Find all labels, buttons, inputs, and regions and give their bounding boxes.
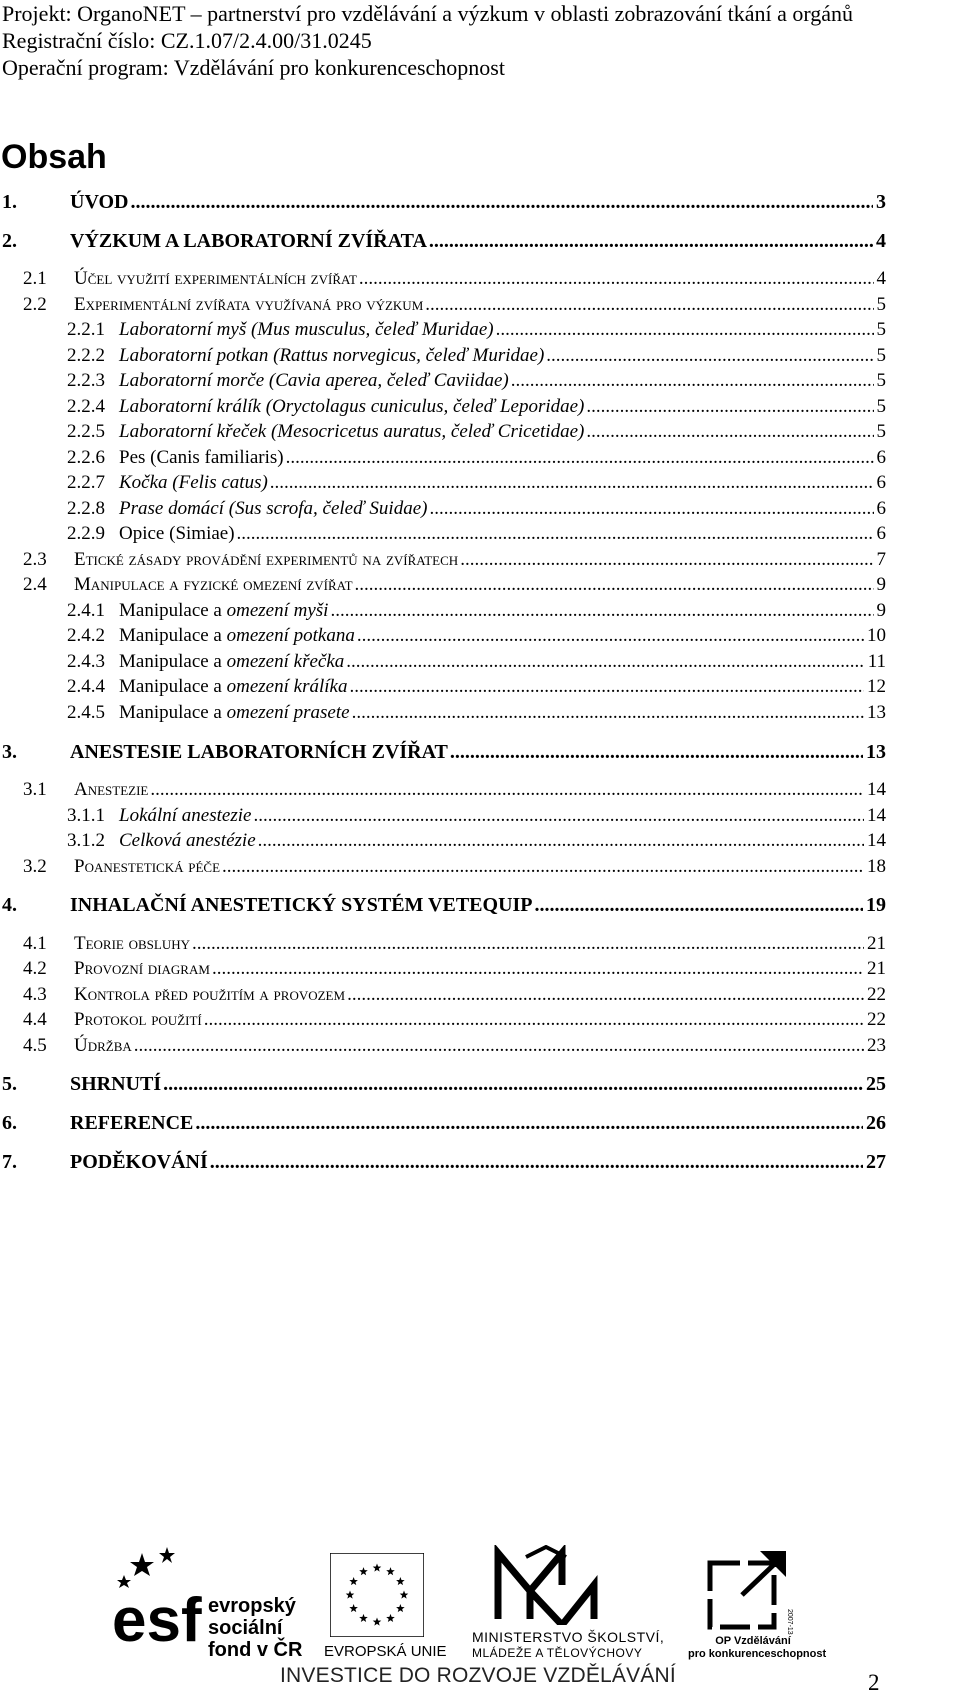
page-number: 2 (868, 1670, 880, 1695)
toc-title: SHRNUTÍ (70, 1073, 162, 1095)
toc-leader (253, 804, 864, 828)
toc-entry[interactable] (2, 893, 886, 917)
eu-star-icon (400, 1591, 409, 1599)
toc-page-number: 14 (867, 830, 886, 851)
toc-number: 2.2.1 (67, 319, 105, 340)
toc-title: Manipulace a (119, 676, 227, 697)
eu-star-icon (386, 1614, 395, 1622)
toc-entry[interactable] (67, 599, 886, 623)
toc-entry[interactable] (23, 293, 886, 317)
eu-star-icon (396, 1577, 405, 1585)
toc-title: Etické zásady provádění experimentů na zvířatech (74, 549, 459, 570)
investment-banner: INVESTICE DO ROZVOJE VZDĚLÁVÁNÍ (280, 1664, 676, 1687)
msmt-logo (468, 1545, 665, 1660)
toc-page-number: 10 (867, 625, 886, 646)
toc-page-number: 3 (876, 191, 886, 213)
toc-page-number: 22 (867, 1009, 886, 1030)
toc-title: Opice (Simiae) (119, 523, 235, 544)
toc-title: Experimentální zvířata využívaná pro výzkum (74, 294, 424, 315)
eu-star-icon (359, 1567, 368, 1575)
toc-number: 6. (2, 1112, 17, 1134)
program-line: Operační program: Vzdělávání pro konkurenceschopnost (2, 55, 505, 80)
toc-number: 2.4.1 (67, 600, 105, 621)
svg-text:esf: esf (112, 1586, 202, 1645)
toc-page-number: 13 (867, 702, 886, 723)
toc-leader (210, 1150, 863, 1174)
op-years: 2007-13 (786, 1609, 793, 1635)
eu-star-icon (349, 1604, 358, 1612)
toc-entry[interactable] (23, 957, 886, 981)
toc-entry[interactable] (23, 548, 886, 572)
toc-number: 2.4.4 (67, 676, 105, 697)
esf-line3: fond v ČR (208, 1639, 303, 1661)
toc-page-number: 9 (876, 600, 886, 621)
toc-leader (349, 675, 864, 699)
toc-entry[interactable] (23, 267, 886, 291)
eu-star-icon (386, 1567, 395, 1575)
toc-entry[interactable] (67, 420, 886, 444)
msmt-line2: MLÁDEŽE A TĚLOVÝCHOVY (472, 1646, 643, 1660)
toc-number: 2.2.9 (67, 523, 105, 544)
toc-entry[interactable] (67, 829, 886, 853)
toc-entry[interactable] (23, 778, 886, 802)
eu-stars-icon (330, 1553, 424, 1637)
msmt-mark-icon (468, 1545, 628, 1625)
toc-number: 4. (2, 894, 17, 916)
toc-entry[interactable] (67, 497, 886, 521)
toc-page-number: 6 (876, 472, 886, 493)
toc-entry[interactable] (23, 1034, 886, 1058)
toc-leader (355, 573, 874, 597)
toc-title: Údržba (74, 1035, 132, 1056)
toc-page-number: 5 (876, 294, 886, 315)
toc-page-number: 4 (876, 268, 886, 289)
toc-page-number: 7 (876, 549, 886, 570)
toc-page-number: 23 (867, 1035, 886, 1056)
toc-entry[interactable] (67, 369, 886, 393)
eu-star-icon (373, 1618, 382, 1626)
toc-page-number: 5 (876, 345, 886, 366)
toc-title: Laboratorní králík (Oryctolagus cuniculus, čeleď Leporidae) (119, 396, 585, 417)
op-line2: pro konkurenceschopnost (688, 1648, 827, 1660)
logo-strip (0, 1545, 960, 1661)
toc-number: 3.1.2 (67, 830, 105, 851)
toc-entry[interactable] (23, 1008, 886, 1032)
toc-leader (204, 1008, 864, 1032)
toc-title: PODĚKOVÁNÍ (70, 1151, 208, 1173)
toc-entry[interactable] (67, 624, 886, 648)
toc-number: 2.1 (23, 268, 47, 289)
toc-page-number: 6 (876, 523, 886, 544)
page-title: Obsah (1, 138, 107, 176)
toc-number: 2. (2, 230, 17, 252)
eu-logo (324, 1553, 447, 1660)
toc-leader (258, 829, 864, 853)
toc-title-tail: omezení potkana (226, 625, 355, 646)
toc-title: Poanestetická péče (74, 856, 221, 877)
toc-leader (450, 740, 863, 764)
toc-title: Manipulace a (119, 600, 227, 621)
toc-entry[interactable] (67, 522, 886, 546)
toc-page-number: 13 (866, 741, 886, 763)
toc-number: 2.2.8 (67, 498, 105, 519)
toc-page-number: 11 (867, 651, 886, 672)
toc-page-number: 25 (866, 1073, 886, 1095)
toc-leader (460, 548, 873, 572)
toc-page-number: 18 (867, 856, 886, 877)
toc-title: ÚVOD (70, 191, 129, 213)
toc-page-number: 21 (867, 933, 886, 954)
toc-title: Manipulace a (119, 625, 227, 646)
toc-page-number: 22 (867, 984, 886, 1005)
toc-entry[interactable] (23, 983, 886, 1007)
toc-title: INHALAČNÍ ANESTETICKÝ SYSTÉM VETEQUIP (70, 894, 533, 916)
toc-entry[interactable] (2, 1111, 886, 1135)
toc-title-tail: omezení myši (226, 600, 329, 621)
toc-page-number: 5 (876, 370, 886, 391)
toc-page-number: 26 (866, 1112, 886, 1134)
toc-number: 4.4 (23, 1009, 47, 1030)
toc-entry[interactable] (2, 740, 886, 764)
eu-star-icon (373, 1564, 382, 1572)
eu-star-icon (359, 1614, 368, 1622)
esf-line1: evropský (208, 1595, 296, 1617)
toc-entry[interactable] (67, 804, 886, 828)
toc-number: 7. (2, 1151, 17, 1173)
esf-logo (112, 1545, 303, 1661)
toc-number: 2.2.7 (67, 472, 105, 493)
toc-number: 2.4 (23, 574, 47, 595)
toc-page-number: 6 (876, 447, 886, 468)
toc-leader (163, 1072, 863, 1096)
toc-title: Prase domácí (Sus scrofa, čeleď Suidae) (119, 498, 428, 519)
toc-title: Celková anestézie (119, 830, 256, 851)
toc-page-number: 12 (867, 676, 886, 697)
toc-entry[interactable] (23, 573, 886, 597)
toc-title: Laboratorní potkan (Rattus norvegicus, čeleď Muridae) (119, 345, 545, 366)
toc-entry[interactable] (67, 650, 886, 674)
toc-number: 2.3 (23, 549, 47, 570)
toc-entry[interactable] (2, 229, 886, 253)
toc-leader (511, 369, 874, 393)
toc-leader (150, 778, 864, 802)
toc-entry[interactable] (23, 932, 886, 956)
toc-title: Účel využití experimentálních zvířat (74, 268, 357, 289)
project-line: Projekt: OrganoNET – partnerství pro vzdělávání a výzkum v oblasti zobrazování tkání a orgánů (2, 1, 854, 26)
toc-title: Laboratorní myš (Mus musculus, čeleď Muridae) (119, 319, 494, 340)
toc-title: VÝZKUM A LABORATORNÍ ZVÍŘATA (70, 230, 427, 252)
toc-page-number: 19 (866, 894, 886, 916)
toc-title: Manipulace a (119, 702, 227, 723)
toc-title-tail: omezení křečka (226, 651, 345, 672)
toc-number: 5. (2, 1073, 17, 1095)
toc-title: REFERENCE (70, 1112, 194, 1134)
eu-star-icon (346, 1591, 355, 1599)
toc-title: Kontrola před použitím a provozem (74, 984, 346, 1005)
toc-entry[interactable] (2, 1072, 886, 1096)
toc-entry[interactable] (67, 701, 886, 725)
toc-title: Protokol použití (74, 1009, 202, 1030)
toc-leader (346, 650, 864, 674)
toc-leader (429, 229, 873, 253)
toc-number: 2.2.6 (67, 447, 105, 468)
toc-number: 3.1 (23, 779, 47, 800)
toc-entry[interactable] (67, 395, 886, 419)
esf-line2: sociální (208, 1617, 283, 1639)
toc-title: Teorie obsluhy (74, 933, 191, 954)
toc-page-number: 9 (876, 574, 886, 595)
toc-page-number: 21 (867, 958, 886, 979)
toc-leader (425, 293, 873, 317)
toc-leader (429, 497, 873, 521)
toc-title: Laboratorní morče (Cavia aperea, čeleď Caviidae) (119, 370, 509, 391)
toc-page-number: 5 (876, 421, 886, 442)
toc-leader (212, 957, 864, 981)
toc-leader (222, 855, 864, 879)
toc-leader (131, 190, 874, 214)
toc-entry[interactable] (67, 446, 886, 470)
toc-number: 3.2 (23, 856, 47, 877)
eu-star-icon (349, 1577, 358, 1585)
toc-number: 2.2.3 (67, 370, 105, 391)
toc-number: 4.1 (23, 933, 47, 954)
toc-leader (286, 446, 874, 470)
eu-star-icon (396, 1604, 405, 1612)
op-logo (688, 1545, 827, 1660)
toc-number: 2.2.4 (67, 396, 105, 417)
toc-number: 2.4.3 (67, 651, 105, 672)
toc-leader (330, 599, 873, 623)
toc-title: Provozní diagram (74, 958, 210, 979)
toc-title: Manipulace a (119, 651, 227, 672)
toc-leader (270, 471, 874, 495)
toc-number: 1. (2, 191, 17, 213)
toc-leader (192, 932, 864, 956)
toc-page-number: 4 (876, 230, 886, 252)
eu-label: EVROPSKÁ UNIE (324, 1643, 447, 1660)
toc-entry[interactable] (67, 344, 886, 368)
msmt-line1: MINISTERSTVO ŠKOLSTVÍ, (472, 1629, 665, 1645)
toc-page-number: 5 (876, 319, 886, 340)
toc-leader (357, 624, 864, 648)
toc-entry[interactable] (23, 855, 886, 879)
toc-page-number: 6 (876, 498, 886, 519)
toc-leader (195, 1111, 863, 1135)
toc-entry[interactable] (67, 471, 886, 495)
toc-number: 4.5 (23, 1035, 47, 1056)
toc-leader (134, 1034, 864, 1058)
toc-leader (546, 344, 873, 368)
toc-number: 4.2 (23, 958, 47, 979)
toc-number: 3. (2, 741, 17, 763)
toc-page-number: 27 (866, 1151, 886, 1173)
esf-mark-icon (112, 1545, 212, 1645)
toc-entry[interactable] (2, 1150, 886, 1174)
op-line1: OP Vzdělávání (715, 1635, 791, 1647)
toc-title: ANESTESIE LABORATORNÍCH ZVÍŘAT (70, 741, 448, 763)
toc-title-tail: omezení králíka (226, 676, 348, 697)
toc-number: 2.2 (23, 294, 47, 315)
toc-leader (586, 395, 873, 419)
toc-entry[interactable] (2, 190, 886, 214)
registration-line: Registrační číslo: CZ.1.07/2.4.00/31.0245 (2, 28, 372, 53)
toc-leader (496, 318, 874, 342)
toc-title: Anestezie (74, 779, 149, 800)
toc-number: 2.2.5 (67, 421, 105, 442)
toc-entry[interactable] (67, 675, 886, 699)
toc-number: 4.3 (23, 984, 47, 1005)
toc-leader (347, 983, 864, 1007)
toc-number: 2.2.2 (67, 345, 105, 366)
toc-number: 3.1.1 (67, 805, 105, 826)
toc-page-number: 14 (867, 779, 886, 800)
op-mark-icon (696, 1545, 806, 1635)
toc-leader (359, 267, 874, 291)
toc-title: Pes (Canis familiaris) (119, 447, 284, 468)
toc-page-number: 5 (876, 396, 886, 417)
toc-title: Manipulace a fyzické omezení zvířat (74, 574, 353, 595)
toc-entry[interactable] (67, 318, 886, 342)
toc-leader (352, 701, 864, 725)
toc-title: Lokální anestezie (119, 805, 252, 826)
document-header (2, 0, 957, 81)
toc-leader (586, 420, 873, 444)
toc-leader (535, 893, 863, 917)
toc-title: Kočka (Felis catus) (119, 472, 268, 493)
toc-number: 2.4.5 (67, 702, 105, 723)
toc-leader (237, 522, 874, 546)
toc-title: Laboratorní křeček (Mesocricetus auratus, čeleď Cricetidae) (119, 421, 585, 442)
toc-title-tail: omezení prasete (226, 702, 350, 723)
toc-page-number: 14 (867, 805, 886, 826)
toc-number: 2.4.2 (67, 625, 105, 646)
